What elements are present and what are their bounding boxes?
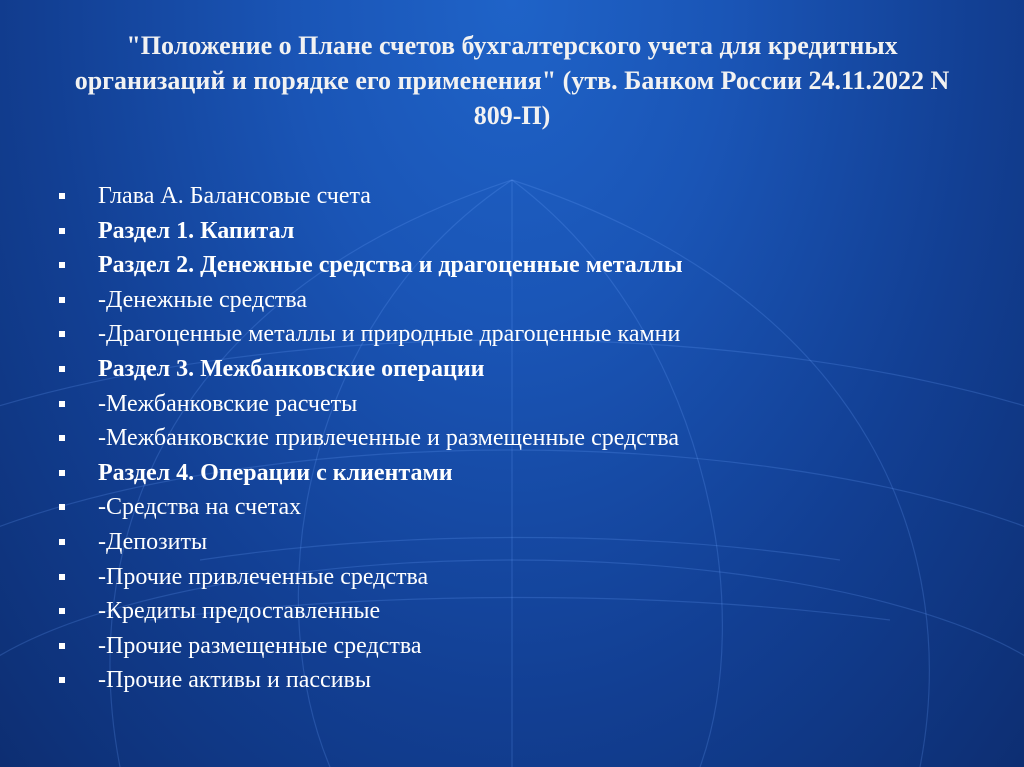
list-item-text: -Прочие привлеченные средства [98,563,429,590]
square-bullet-icon [59,228,65,234]
list-item [57,456,683,491]
square-bullet-icon [59,193,65,199]
list-item [57,560,683,595]
square-bullet-icon [59,608,65,614]
square-bullet-icon [59,297,65,303]
square-bullet-icon [59,574,65,580]
list-item-text: -Депозиты [98,528,208,555]
square-bullet-icon [59,643,65,649]
list-item-text: -Прочие активы и пассивы [98,667,371,694]
square-bullet-icon [59,401,65,407]
list-item [57,352,683,387]
list-item [57,629,683,664]
list-item [57,421,683,456]
list-item [57,387,683,422]
bullet-list [57,179,683,698]
list-item-text: Раздел 4. Операции с клиентами [98,459,453,486]
square-bullet-icon [59,677,65,683]
square-bullet-icon [59,435,65,441]
list-item-text: -Межбанковские расчеты [98,390,358,417]
slide-title: "Положение о Плане счетов бухгалтерского учета для кредитных организаций и порядке его применения" (утв. Банком России 24.11.2022 N 809-П) [74,31,950,130]
list-item [57,317,683,352]
list-item-text: -Драгоценные металлы и природные драгоценные камни [98,321,681,348]
square-bullet-icon [59,262,65,268]
square-bullet-icon [59,504,65,510]
list-item [57,663,683,698]
list-item [57,179,683,214]
list-item [57,283,683,318]
list-item-text: Раздел 3. Межбанковские операции [98,355,485,382]
list-item [57,525,683,560]
square-bullet-icon [59,331,65,337]
list-item [57,248,683,283]
square-bullet-icon [59,470,65,476]
square-bullet-icon [59,366,65,372]
list-item [57,594,683,629]
list-item-text: -Денежные средства [98,286,308,313]
list-item [57,490,683,525]
list-item-text: -Прочие размещенные средства [98,632,422,659]
list-item-text: -Кредиты предоставленные [98,598,381,625]
list-item-text: Раздел 2. Денежные средства и драгоценные металлы [98,252,683,279]
square-bullet-icon [59,539,65,545]
list-item-text: -Средства на счетах [98,494,302,521]
list-item-text: -Межбанковские привлеченные и размещенные средства [98,425,680,452]
list-item-text: Глава А. Балансовые счета [98,183,371,209]
list-item [57,214,683,249]
list-item-text: Раздел 1. Капитал [98,217,295,244]
